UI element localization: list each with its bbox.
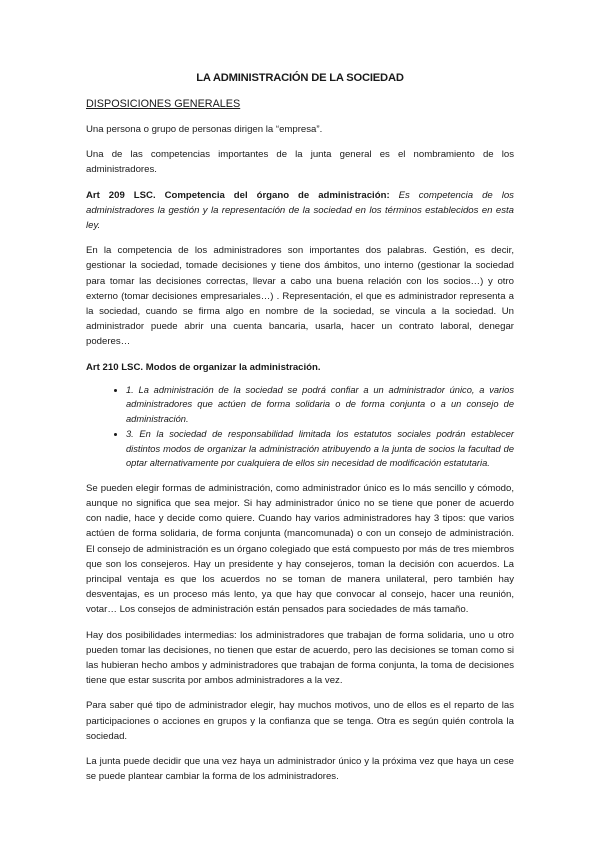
- list-item: • 1. La administración de la sociedad se podrá confiar a un administrador único, a varios administradores que actúen de forma solidaria o de forma conjunta o a un consejo de administración.: [126, 383, 514, 427]
- document-title: LA ADMINISTRACIÓN DE LA SOCIEDAD: [196, 72, 404, 84]
- paragraph-junta-decision: La junta puede decidir que una vez haya un administrador único y la próxima vez que haya un cese se puede plantear cambiar la forma de los administradores.: [86, 756, 514, 783]
- article-209: [86, 188, 514, 234]
- article-210-list: [86, 383, 514, 471]
- section-heading: DISPOSICIONES GENERALES: [86, 98, 241, 110]
- paragraph-posibilidades-intermedias: Hay dos posibilidades intermedias: los administradores que trabajan de forma solidaria, uno u otro pueden tomar las decisiones, no tienen que estar de acuerdo, pero las decisiones se toman como si las hubieran hecho ambos y administradores que trabajan de forma conjunta, la toma de decisiones tiene que estar suscrita por ambos administradores a la vez.: [86, 629, 514, 687]
- paragraph-gestion-representacion: En la competencia de los administradores son importantes dos palabras. Gestión, es decir, gestionar la sociedad, tomade decisiones y tiene dos ámbitos, uno interno (gestionar la sociedad para tomar las decisiones correctas, llevar a cabo una buena relación con los socios…) y otro externo (tomar decisiones empresariales…) . Representación, el que es administrador representa a la sociedad, cuando se firma algo en nombre de la sociedad, se vincula a la sociedad. Un administrador puede abrir una cuenta bancaria, usarla, hacer un contrato laboral, denegar poderes…: [86, 245, 514, 348]
- article-209-text: Es competencia de los administradores la gestión y la representación de la sociedad en los términos establecidos en esta ley.: [86, 189, 514, 232]
- article-209-colon: :: [386, 189, 399, 201]
- paragraph-competencias: Una de las competencias importantes de la junta general es el nombramiento de los administradores.: [86, 149, 514, 176]
- article-209-heading: Art 209 LSC. Competencia del órgano de administración: [86, 189, 387, 201]
- paragraph-tipo-administrador: Para saber qué tipo de administrador elegir, hay muchos motivos, uno de ellos es el reparto de las participaciones o acciones en grupos y la confianza que se tenga. Otra es según quién controla la sociedad.: [86, 700, 514, 742]
- paragraph-intro: Una persona o grupo de personas dirigen la “empresa”.: [86, 124, 323, 135]
- list-item: • 3. En la sociedad de responsabilidad limitada los estatutos sociales podrán establecer distintos modos de organizar la administración atribuyendo a la junta de socios la facultad de optar alternativamente por cualquiera de ellos sin necesidad de modificación estatutaria.: [126, 427, 514, 471]
- paragraph-formas-administracion: Se pueden elegir formas de administración, como administrador único es lo más sencillo y cómodo, aunque no significa que sea mejor. Si hay administrador único no se tiene que poner de acuerdo con nadie, hace y decide como quiere. Cuando hay varios administradores hay 3 tipos: que varios actúen de forma solidaria, de forma conjunta (mancomunada) o con un consejo de administración. El consejo de administración es un órgano colegiado que está compuesto por más de tres miembros que son los consejeros. Hay un presidente y hay consejeros, toman la decisión con acuerdos. La principal ventaja es que los acuerdos no se toman de manera unilateral, pero también hay desventajas, es un proceso más lento, ya que hay que convocar al consejo, hacer una reunión, votar… Los consejos de administración están pensados para sociedades de más tamaño.: [86, 482, 514, 616]
- article-210-heading: Art 210 LSC. Modos de organizar la administración.: [86, 361, 321, 373]
